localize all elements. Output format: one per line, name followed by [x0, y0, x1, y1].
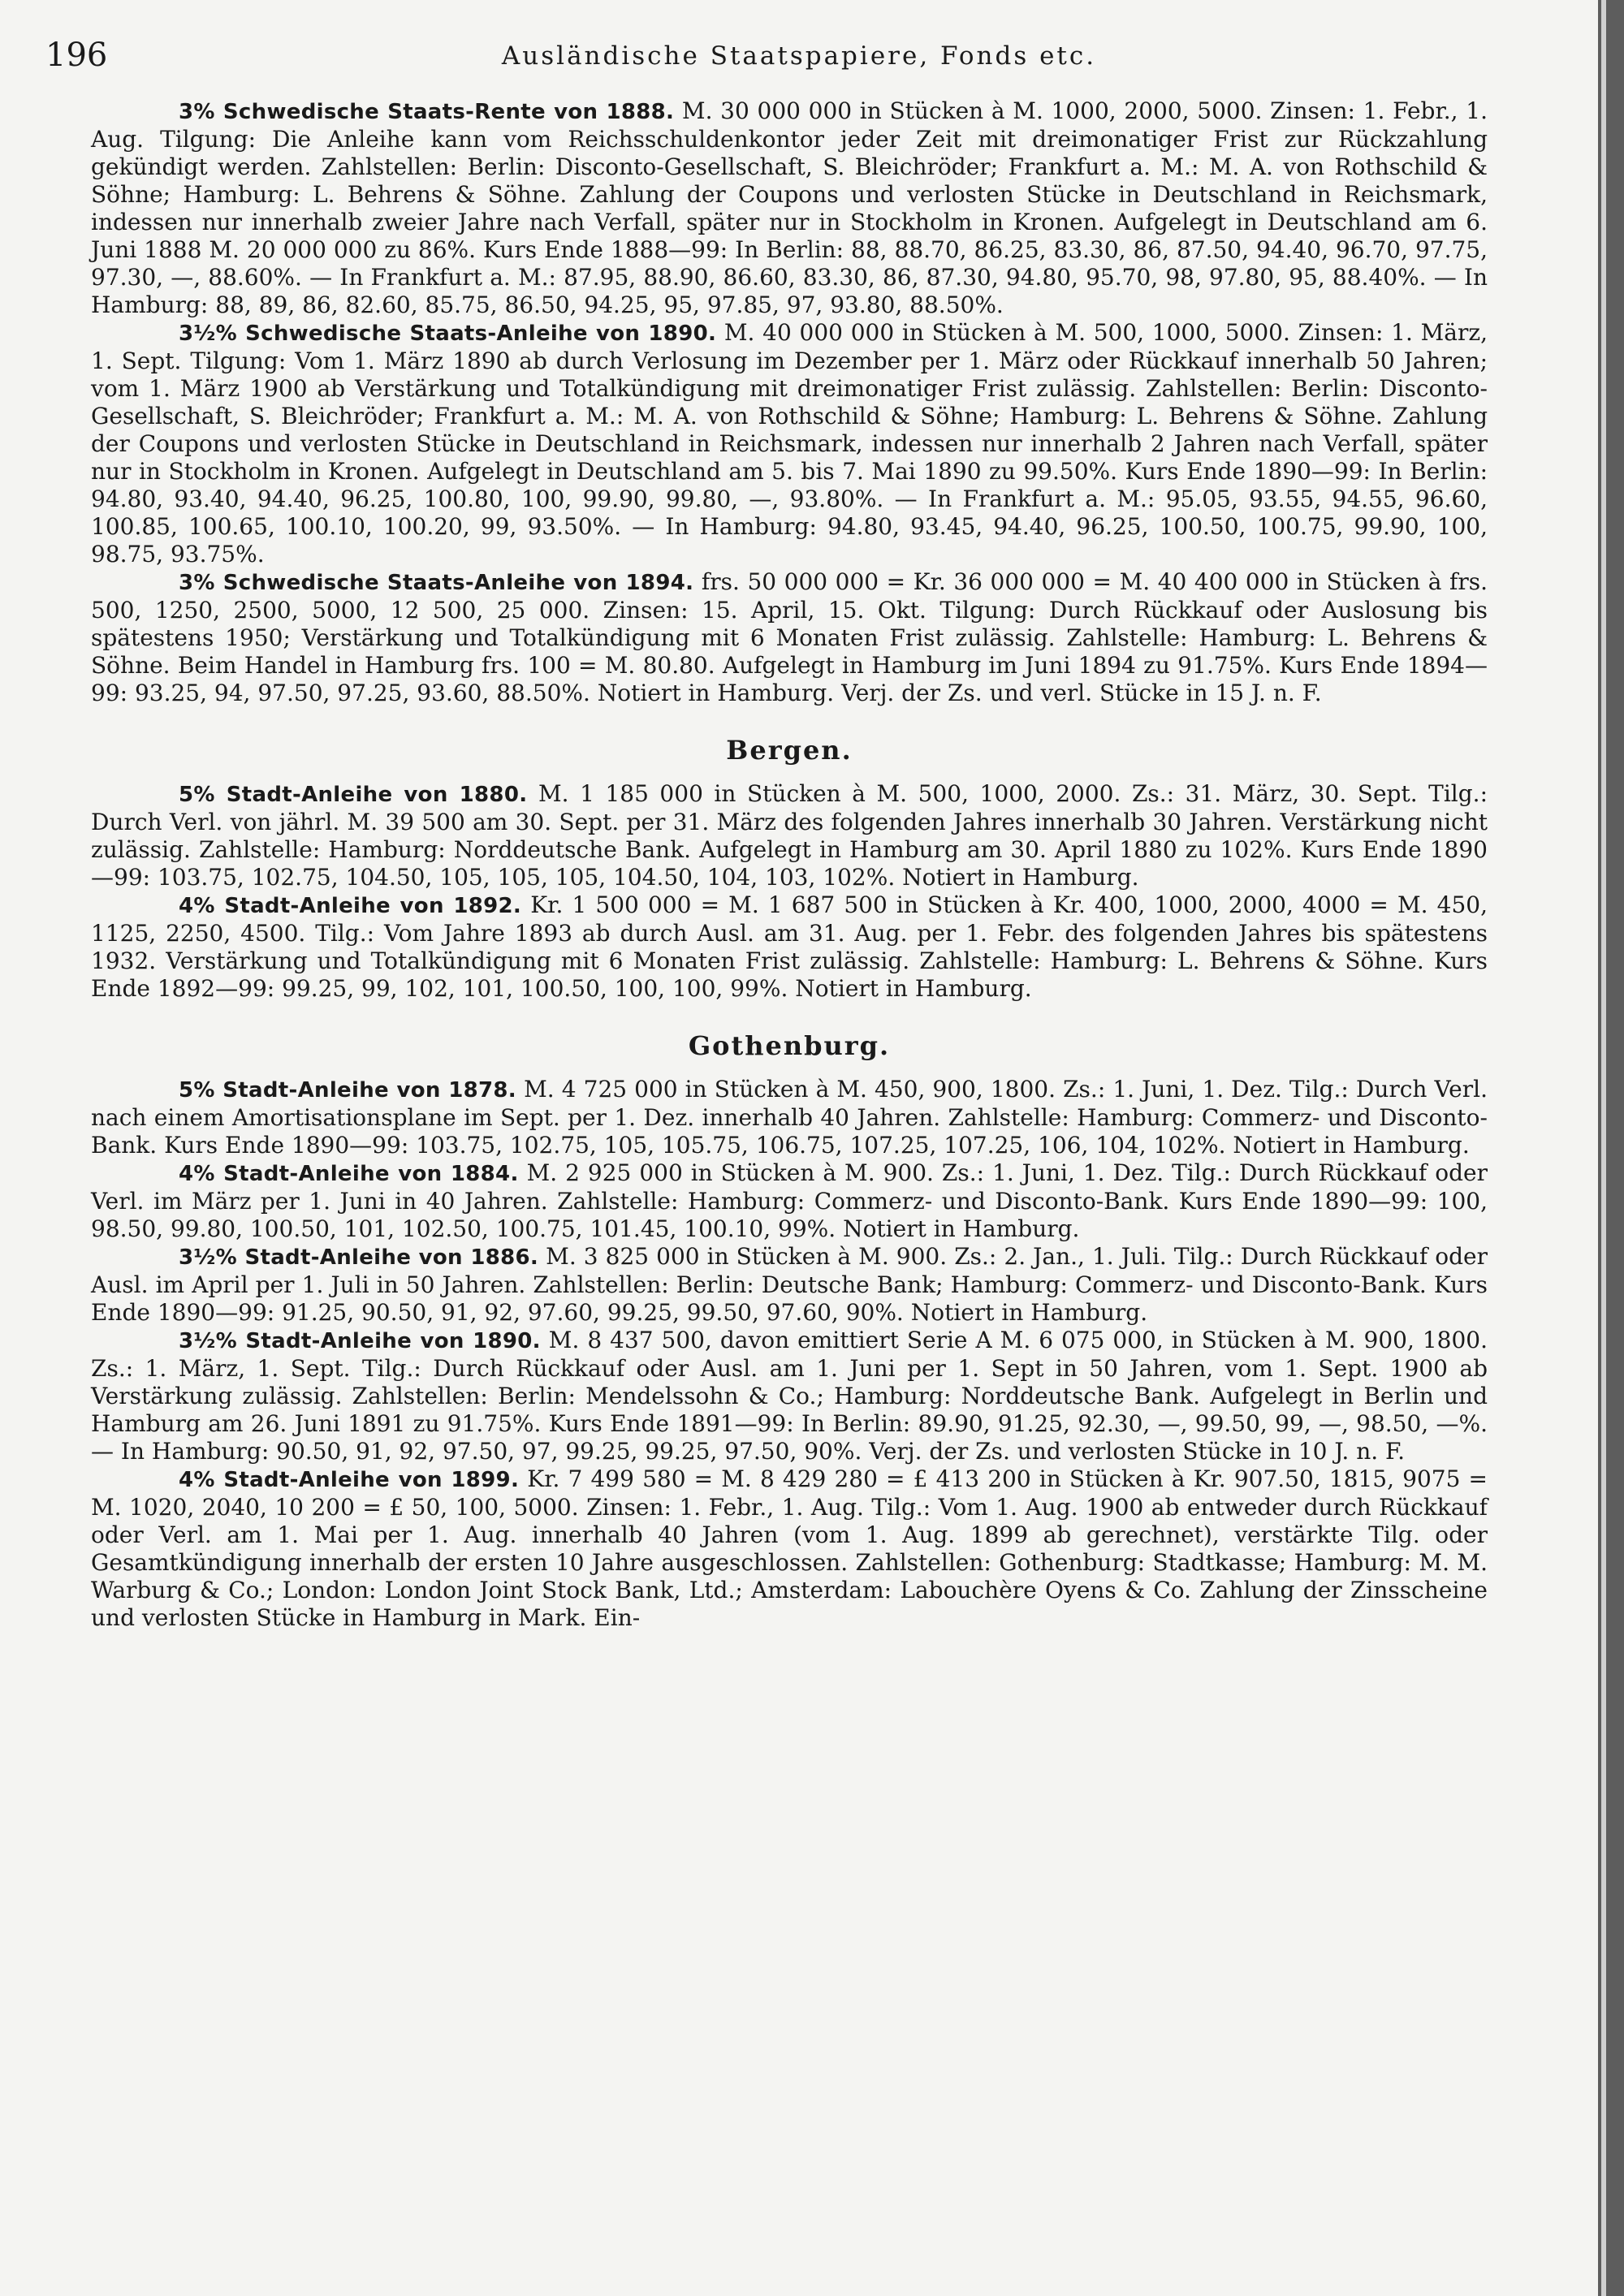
- entry-text: M. 4 725 000 in Stücken à M. 450, 900, 1800. Zs.: 1. Juni, 1. Dez. Tilg.: Durch Verl. nach einem Amortisationsplane im Sept. per 1. Dez. innerhalb 40 Jahren. Zahlstelle: Hamburg: Commerz- und Disconto-Bank. Kurs Ende 1890—99: 103.75, 102.75, 105, 105.75, 106.75, 107.25, 107.25, 106, 104, 102%. Notiert in Hamburg.: [91, 1076, 1488, 1159]
- entry-text: frs. 50 000 000 = Kr. 36 000 000 = M. 40 400 000 in Stücken à frs. 500, 1250, 2500, 5000, 12 500, 25 000. Zinsen: 15. April, 15. Okt. Tilgung: Durch Rückkauf oder Auslosung bis spätestens 1950; Verstärkung und Totalkündigung mit 6 Monaten Frist zulässig. Zahlstelle: Hamburg: L. Behrens & Söhne. Beim Handel in Hamburg frs. 100 = M. 80.80. Aufgelegt in Hamburg im Juni 1894 zu 91.75%. Kurs Ende 1894—99: 93.25, 94, 97.50, 97.25, 93.60, 88.50%. Notiert in Hamburg. Verj. der Zs. und verl. Stücke in 15 J. n. F.: [91, 568, 1488, 706]
- entry-paragraph: [91, 97, 1488, 319]
- page-header: [45, 37, 1553, 77]
- entry-paragraph: [91, 891, 1488, 1003]
- entry-title: 4% Stadt-Anleihe von 1892.: [179, 894, 522, 918]
- entry-paragraph: [91, 780, 1488, 891]
- entry-paragraph: [91, 1327, 1488, 1465]
- entry-title: 4% Stadt-Anleihe von 1884.: [179, 1162, 519, 1186]
- entry-paragraph: [91, 1076, 1488, 1159]
- entry-title: 5% Stadt-Anleihe von 1878.: [179, 1078, 516, 1103]
- page-body: [91, 97, 1488, 1632]
- page-number: 196: [45, 37, 108, 74]
- entry-paragraph: [91, 319, 1488, 568]
- entry-text: M. 40 000 000 in Stücken à M. 500, 1000, 5000. Zinsen: 1. März, 1. Sept. Tilgung: Vom 1. März 1890 ab durch Verlosung im Dezember per 1. März oder Rückkauf innerhalb 50 Jahren; vom 1. März 1900 ab Verstärkung und Totalkündigung mit dreimonatiger Frist zulässig. Zahlstellen: Berlin: Disconto-Gesellschaft, S. Bleichröder; Frankfurt a. M.: M. A. von Rothschild & Söhne; Hamburg: L. Behrens & Söhne. Zahlung der Coupons und verlosten Stücke in Deutschland in Reichsmark, indessen nur innerhalb 2 Jahren nach Verfall, später nur in Stockholm in Kronen. Aufgelegt in Deutschland am 5. bis 7. Mai 1890 zu 99.50%. Kurs Ende 1890—99: In Berlin: 94.80, 93.40, 94.40, 96.25, 100.80, 100, 99.90, 99.80, —, 93.80%. — In Frankfurt a. M.: 95.05, 93.55, 94.55, 96.60, 100.85, 100.65, 100.10, 100.20, 99, 93.50%. — In Hamburg: 94.80, 93.45, 94.40, 96.25, 100.50, 100.75, 99.90, 100, 98.75, 93.75%.: [91, 319, 1488, 568]
- entry-title: 3% Schwedische Staats-Anleihe von 1894.: [179, 571, 694, 595]
- entry-text: M. 8 437 500, davon emittiert Serie A M. 6 075 000, in Stücken à M. 900, 1800. Zs.: 1. März, 1. Sept. Tilg.: Durch Rückkauf oder Ausl. am 1. Juni per 1. Sept in 50 Jahren, vom 1. Sept. 1900 ab Verstärkung zulässig. Zahlstellen: Berlin: Mendelssohn & Co.; Hamburg: Norddeutsche Bank. Aufgelegt in Berlin und Hamburg am 26. Juni 1891 zu 91.75%. Kurs Ende 1891—99: In Berlin: 89.90, 91.25, 92.30, —, 99.50, 99, —, 98.50, —%. — In Hamburg: 90.50, 91, 92, 97.50, 97, 99.25, 99.25, 97.50, 90%. Verj. der Zs. und verlosten Stücke in 10 J. n. F.: [91, 1327, 1488, 1465]
- entry-text: M. 3 825 000 in Stücken à M. 900. Zs.: 2. Jan., 1. Juli. Tilg.: Durch Rückkauf oder Ausl. im April per 1. Juli in 50 Jahren. Zahlstellen: Berlin: Deutsche Bank; Hamburg: Commerz- und Disconto-Bank. Kurs Ende 1890—99: 91.25, 90.50, 91, 92, 97.60, 99.25, 99.50, 97.60, 90%. Notiert in Hamburg.: [91, 1243, 1488, 1326]
- entry-title: 5% Stadt-Anleihe von 1880.: [179, 783, 528, 807]
- entry-paragraph: [91, 1465, 1488, 1632]
- section-heading-bergen: Bergen.: [726, 735, 853, 766]
- entry-text: M. 2 925 000 in Stücken à M. 900. Zs.: 1. Juni, 1. Dez. Tilg.: Durch Rückkauf oder Verl. im März per 1. Juni in 40 Jahren. Zahlstelle: Hamburg: Commerz- und Disconto-Bank. Kurs Ende 1890—99: 100, 98.50, 99.80, 100.50, 101, 102.50, 100.75, 101.45, 100.10, 99%. Notiert in Hamburg.: [91, 1159, 1488, 1242]
- entry-title: 4% Stadt-Anleihe von 1899.: [179, 1468, 520, 1492]
- entry-title: 3½% Stadt-Anleihe von 1886.: [179, 1245, 539, 1270]
- scan-page-edge-highlight: [1601, 0, 1606, 2296]
- running-title: Ausländische Staatspapiere, Fonds etc.: [501, 41, 1097, 71]
- entry-text: Kr. 7 499 580 = M. 8 429 280 = £ 413 200 in Stücken à Kr. 907.50, 1815, 9075 = M. 1020, 2040, 10 200 = £ 50, 100, 5000. Zinsen: 1. Febr., 1. Aug. Tilg.: Vom 1. Aug. 1900 ab entweder durch Rückkauf oder Verl. am 1. Mai per 1. Aug. innerhalb 40 Jahren (vom 1. Aug. 1899 ab gerechnet), verstärkte Tilg. oder Gesamtkündigung innerhalb der ersten 10 Jahre ausgeschlossen. Zahlstellen: Gothenburg: Stadtkasse; Hamburg: M. M. Warburg & Co.; London: London Joint Stock Bank, Ltd.; Amsterdam: Labouchère Oyens & Co. Zahlung der Zinsscheine und verlosten Stücke in Hamburg in Mark. Ein-: [91, 1465, 1488, 1631]
- entry-text: M. 1 185 000 in Stücken à M. 500, 1000, 2000. Zs.: 31. März, 30. Sept. Tilg.: Durch Verl. von jährl. M. 39 500 am 30. Sept. per 31. März des folgenden Jahres innerhalb 30 Jahren. Verstärkung nicht zulässig. Zahlstelle: Hamburg: Norddeutsche Bank. Aufgelegt in Hamburg am 30. April 1880 zu 102%. Kurs Ende 1890—99: 103.75, 102.75, 104.50, 105, 105, 105, 104.50, 104, 103, 102%. Notiert in Hamburg.: [91, 780, 1488, 891]
- entry-title: 3½% Schwedische Staats-Anleihe von 1890.: [179, 322, 717, 346]
- section-heading-gothenburg: Gothenburg.: [688, 1030, 891, 1061]
- entry-text: M. 30 000 000 in Stücken à M. 1000, 2000, 5000. Zinsen: 1. Febr., 1. Aug. Tilgung: Die Anleihe kann vom Reichsschuldenkontor jeder Zeit mit dreimonatiger Frist zur Rückzahlung gekündigt werden. Zahlstellen: Berlin: Disconto-Gesellschaft, S. Bleichröder; Frankfurt a. M.: M. A. von Rothschild & Söhne; Hamburg: L. Behrens & Söhne. Zahlung der Coupons und verlosten Stücke in Deutschland in Reichsmark, indessen nur innerhalb zweier Jahre nach Verfall, später nur in Stockholm in Kronen. Aufgelegt in Deutschland am 6. Juni 1888 M. 20 000 000 zu 86%. Kurs Ende 1888—99: In Berlin: 88, 88.70, 86.25, 83.30, 86, 87.50, 94.40, 96.70, 97.75, 97.30, —, 88.60%. — In Frankfurt a. M.: 87.95, 88.90, 86.60, 83.30, 86, 87.30, 94.80, 95.70, 98, 97.80, 95, 88.40%. — In Hamburg: 88, 89, 86, 82.60, 85.75, 86.50, 94.25, 95, 97.85, 97, 93.80, 88.50%.: [91, 97, 1488, 318]
- entry-paragraph: [91, 1159, 1488, 1243]
- entry-title: 3½% Stadt-Anleihe von 1890.: [179, 1329, 541, 1353]
- entry-title: 3% Schwedische Staats-Rente von 1888.: [179, 100, 675, 124]
- entry-paragraph: [91, 1243, 1488, 1327]
- entry-paragraph: [91, 568, 1488, 707]
- entry-text: Kr. 1 500 000 = M. 1 687 500 in Stücken à Kr. 400, 1000, 2000, 4000 = M. 450, 1125, 2250, 4500. Tilg.: Vom Jahre 1893 ab durch Ausl. am 31. Aug. per 1. Febr. des folgenden Jahres bis spätestens 1932. Verstärkung und Totalkündigung mit 6 Monaten Frist zulässig. Zahlstelle: Hamburg: L. Behrens & Söhne. Kurs Ende 1892—99: 99.25, 99, 102, 101, 100.50, 100, 100, 99%. Notiert in Hamburg.: [91, 891, 1488, 1002]
